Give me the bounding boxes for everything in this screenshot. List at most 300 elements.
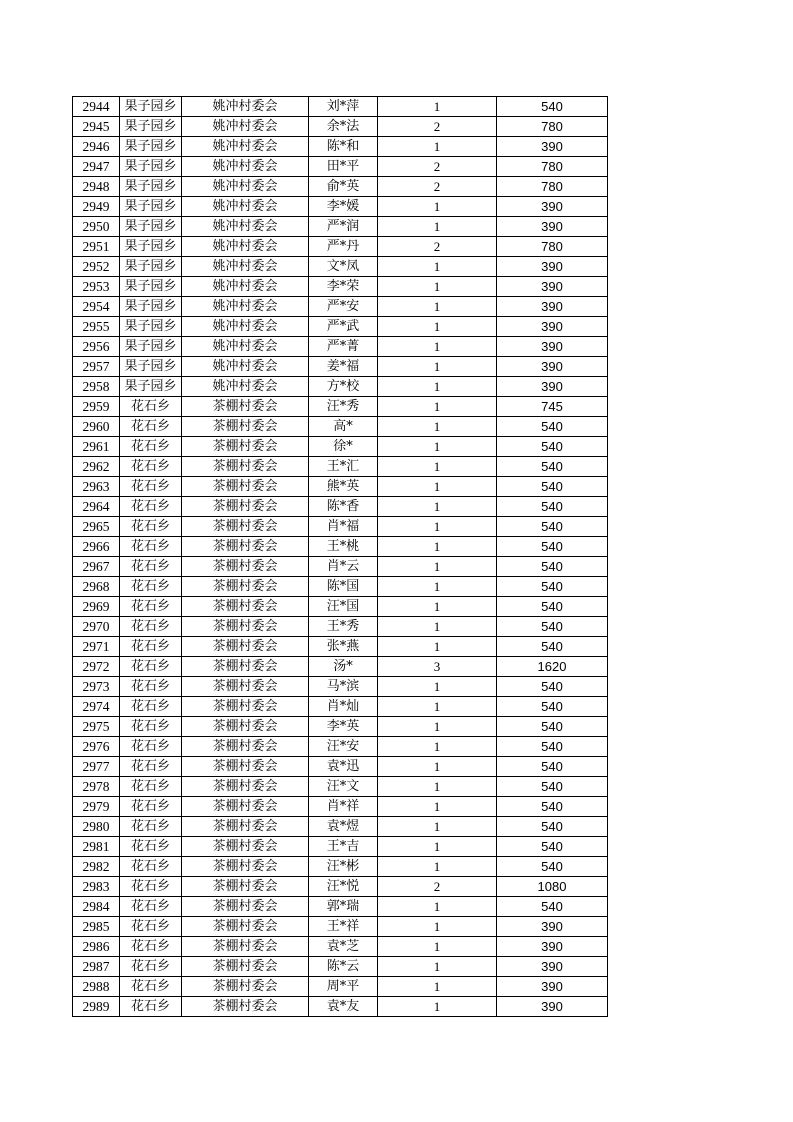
township-cell: 花石乡 <box>120 937 182 957</box>
amount-cell: 390 <box>497 297 608 317</box>
amount-cell: 540 <box>497 757 608 777</box>
village-committee-cell: 茶棚村委会 <box>182 537 309 557</box>
village-committee-cell: 茶棚村委会 <box>182 417 309 437</box>
table-row <box>73 97 608 117</box>
table-row <box>73 217 608 237</box>
count-cell: 1 <box>378 677 497 697</box>
amount-cell: 390 <box>497 937 608 957</box>
amount-cell: 390 <box>497 277 608 297</box>
township-cell: 果子园乡 <box>120 177 182 197</box>
village-committee-cell: 茶棚村委会 <box>182 477 309 497</box>
name-cell: 高* <box>309 417 378 437</box>
village-committee-cell: 姚冲村委会 <box>182 357 309 377</box>
name-cell: 严*菁 <box>309 337 378 357</box>
township-cell: 花石乡 <box>120 957 182 977</box>
table-row <box>73 257 608 277</box>
serial-cell: 2974 <box>73 697 120 717</box>
name-cell: 肖*祥 <box>309 797 378 817</box>
township-cell: 果子园乡 <box>120 237 182 257</box>
township-cell: 果子园乡 <box>120 357 182 377</box>
name-cell: 严*武 <box>309 317 378 337</box>
amount-cell: 540 <box>497 777 608 797</box>
village-committee-cell: 茶棚村委会 <box>182 857 309 877</box>
village-committee-cell: 茶棚村委会 <box>182 837 309 857</box>
name-cell: 严*安 <box>309 297 378 317</box>
table-row <box>73 357 608 377</box>
amount-cell: 540 <box>497 537 608 557</box>
village-committee-cell: 茶棚村委会 <box>182 777 309 797</box>
table-row <box>73 477 608 497</box>
count-cell: 1 <box>378 577 497 597</box>
township-cell: 花石乡 <box>120 557 182 577</box>
serial-cell: 2969 <box>73 597 120 617</box>
village-committee-cell: 姚冲村委会 <box>182 277 309 297</box>
name-cell: 严*丹 <box>309 237 378 257</box>
serial-cell: 2956 <box>73 337 120 357</box>
table-row <box>73 137 608 157</box>
township-cell: 花石乡 <box>120 537 182 557</box>
table-row <box>73 597 608 617</box>
village-committee-cell: 姚冲村委会 <box>182 157 309 177</box>
township-cell: 花石乡 <box>120 737 182 757</box>
count-cell: 1 <box>378 477 497 497</box>
township-cell: 花石乡 <box>120 637 182 657</box>
name-cell: 方*校 <box>309 377 378 397</box>
serial-cell: 2980 <box>73 817 120 837</box>
township-cell: 花石乡 <box>120 877 182 897</box>
township-cell: 花石乡 <box>120 777 182 797</box>
township-cell: 花石乡 <box>120 917 182 937</box>
township-cell: 花石乡 <box>120 677 182 697</box>
serial-cell: 2970 <box>73 617 120 637</box>
amount-cell: 390 <box>497 377 608 397</box>
amount-cell: 540 <box>497 457 608 477</box>
name-cell: 王*桃 <box>309 537 378 557</box>
name-cell: 余*法 <box>309 117 378 137</box>
village-committee-cell: 姚冲村委会 <box>182 337 309 357</box>
table-row <box>73 497 608 517</box>
serial-cell: 2964 <box>73 497 120 517</box>
amount-cell: 390 <box>497 137 608 157</box>
name-cell: 郭*瑞 <box>309 897 378 917</box>
table-row <box>73 457 608 477</box>
amount-cell: 390 <box>497 257 608 277</box>
township-cell: 花石乡 <box>120 577 182 597</box>
township-cell: 果子园乡 <box>120 317 182 337</box>
name-cell: 李*荣 <box>309 277 378 297</box>
amount-cell: 1620 <box>497 657 608 677</box>
name-cell: 王*秀 <box>309 617 378 637</box>
amount-cell: 390 <box>497 917 608 937</box>
village-committee-cell: 姚冲村委会 <box>182 297 309 317</box>
serial-cell: 2959 <box>73 397 120 417</box>
serial-cell: 2944 <box>73 97 120 117</box>
serial-cell: 2948 <box>73 177 120 197</box>
township-cell: 花石乡 <box>120 797 182 817</box>
name-cell: 汪*秀 <box>309 397 378 417</box>
serial-cell: 2976 <box>73 737 120 757</box>
amount-cell: 540 <box>497 677 608 697</box>
village-committee-cell: 茶棚村委会 <box>182 457 309 477</box>
name-cell: 袁*友 <box>309 997 378 1017</box>
township-cell: 果子园乡 <box>120 137 182 157</box>
count-cell: 1 <box>378 757 497 777</box>
count-cell: 1 <box>378 957 497 977</box>
serial-cell: 2963 <box>73 477 120 497</box>
table-row <box>73 637 608 657</box>
table-row <box>73 817 608 837</box>
township-cell: 花石乡 <box>120 977 182 997</box>
amount-cell: 390 <box>497 337 608 357</box>
township-cell: 花石乡 <box>120 837 182 857</box>
amount-cell: 390 <box>497 217 608 237</box>
name-cell: 张*燕 <box>309 637 378 657</box>
table-row <box>73 397 608 417</box>
township-cell: 果子园乡 <box>120 277 182 297</box>
village-committee-cell: 茶棚村委会 <box>182 437 309 457</box>
table-row <box>73 157 608 177</box>
table-row <box>73 777 608 797</box>
table-row <box>73 197 608 217</box>
serial-cell: 2965 <box>73 517 120 537</box>
count-cell: 1 <box>378 377 497 397</box>
count-cell: 1 <box>378 897 497 917</box>
township-cell: 花石乡 <box>120 497 182 517</box>
serial-cell: 2954 <box>73 297 120 317</box>
township-cell: 果子园乡 <box>120 297 182 317</box>
amount-cell: 780 <box>497 237 608 257</box>
count-cell: 1 <box>378 617 497 637</box>
name-cell: 汪*安 <box>309 737 378 757</box>
serial-cell: 2988 <box>73 977 120 997</box>
township-cell: 花石乡 <box>120 697 182 717</box>
amount-cell: 540 <box>497 797 608 817</box>
table-row <box>73 717 608 737</box>
amount-cell: 540 <box>497 737 608 757</box>
table-row <box>73 537 608 557</box>
serial-cell: 2987 <box>73 957 120 977</box>
count-cell: 1 <box>378 297 497 317</box>
township-cell: 花石乡 <box>120 397 182 417</box>
village-committee-cell: 姚冲村委会 <box>182 117 309 137</box>
amount-cell: 540 <box>497 697 608 717</box>
amount-cell: 390 <box>497 997 608 1017</box>
village-committee-cell: 茶棚村委会 <box>182 977 309 997</box>
name-cell: 王*汇 <box>309 457 378 477</box>
amount-cell: 540 <box>497 517 608 537</box>
serial-cell: 2983 <box>73 877 120 897</box>
name-cell: 肖*福 <box>309 517 378 537</box>
name-cell: 王*吉 <box>309 837 378 857</box>
count-cell: 1 <box>378 557 497 577</box>
township-cell: 果子园乡 <box>120 377 182 397</box>
name-cell: 汪*文 <box>309 777 378 797</box>
village-committee-cell: 茶棚村委会 <box>182 877 309 897</box>
village-committee-cell: 姚冲村委会 <box>182 317 309 337</box>
village-committee-cell: 茶棚村委会 <box>182 617 309 637</box>
village-committee-cell: 姚冲村委会 <box>182 237 309 257</box>
count-cell: 1 <box>378 357 497 377</box>
township-cell: 花石乡 <box>120 817 182 837</box>
table-row <box>73 677 608 697</box>
serial-cell: 2978 <box>73 777 120 797</box>
name-cell: 王*祥 <box>309 917 378 937</box>
village-committee-cell: 姚冲村委会 <box>182 197 309 217</box>
serial-cell: 2955 <box>73 317 120 337</box>
name-cell: 李*英 <box>309 717 378 737</box>
amount-cell: 540 <box>497 637 608 657</box>
township-cell: 果子园乡 <box>120 97 182 117</box>
table-row <box>73 797 608 817</box>
township-cell: 花石乡 <box>120 417 182 437</box>
table-row <box>73 277 608 297</box>
count-cell: 2 <box>378 117 497 137</box>
amount-cell: 540 <box>497 437 608 457</box>
name-cell: 严*润 <box>309 217 378 237</box>
serial-cell: 2971 <box>73 637 120 657</box>
name-cell: 袁*芝 <box>309 937 378 957</box>
table-row <box>73 577 608 597</box>
count-cell: 1 <box>378 637 497 657</box>
township-cell: 花石乡 <box>120 477 182 497</box>
count-cell: 1 <box>378 837 497 857</box>
township-cell: 花石乡 <box>120 517 182 537</box>
data-table <box>72 96 608 1017</box>
village-committee-cell: 姚冲村委会 <box>182 97 309 117</box>
township-cell: 花石乡 <box>120 597 182 617</box>
count-cell: 1 <box>378 777 497 797</box>
amount-cell: 540 <box>497 557 608 577</box>
count-cell: 1 <box>378 517 497 537</box>
name-cell: 马*滨 <box>309 677 378 697</box>
serial-cell: 2984 <box>73 897 120 917</box>
name-cell: 刘*萍 <box>309 97 378 117</box>
serial-cell: 2981 <box>73 837 120 857</box>
village-committee-cell: 茶棚村委会 <box>182 697 309 717</box>
serial-cell: 2953 <box>73 277 120 297</box>
village-committee-cell: 茶棚村委会 <box>182 917 309 937</box>
village-committee-cell: 茶棚村委会 <box>182 577 309 597</box>
count-cell: 1 <box>378 817 497 837</box>
village-committee-cell: 姚冲村委会 <box>182 177 309 197</box>
serial-cell: 2968 <box>73 577 120 597</box>
count-cell: 2 <box>378 177 497 197</box>
amount-cell: 390 <box>497 197 608 217</box>
table-row <box>73 617 608 637</box>
serial-cell: 2977 <box>73 757 120 777</box>
village-committee-cell: 姚冲村委会 <box>182 257 309 277</box>
township-cell: 果子园乡 <box>120 157 182 177</box>
serial-cell: 2947 <box>73 157 120 177</box>
village-committee-cell: 茶棚村委会 <box>182 597 309 617</box>
township-cell: 花石乡 <box>120 897 182 917</box>
amount-cell: 540 <box>497 897 608 917</box>
count-cell: 1 <box>378 197 497 217</box>
name-cell: 姜*福 <box>309 357 378 377</box>
name-cell: 汪*悦 <box>309 877 378 897</box>
village-committee-cell: 茶棚村委会 <box>182 957 309 977</box>
village-committee-cell: 茶棚村委会 <box>182 497 309 517</box>
serial-cell: 2982 <box>73 857 120 877</box>
township-cell: 果子园乡 <box>120 337 182 357</box>
table-row <box>73 957 608 977</box>
name-cell: 肖*灿 <box>309 697 378 717</box>
name-cell: 熊*英 <box>309 477 378 497</box>
amount-cell: 540 <box>497 417 608 437</box>
table-row <box>73 517 608 537</box>
count-cell: 1 <box>378 797 497 817</box>
township-cell: 花石乡 <box>120 717 182 737</box>
township-cell: 花石乡 <box>120 997 182 1017</box>
village-committee-cell: 茶棚村委会 <box>182 637 309 657</box>
serial-cell: 2962 <box>73 457 120 477</box>
amount-cell: 540 <box>497 597 608 617</box>
count-cell: 1 <box>378 217 497 237</box>
township-cell: 花石乡 <box>120 657 182 677</box>
serial-cell: 2945 <box>73 117 120 137</box>
count-cell: 1 <box>378 497 497 517</box>
count-cell: 1 <box>378 97 497 117</box>
serial-cell: 2966 <box>73 537 120 557</box>
amount-cell: 540 <box>497 617 608 637</box>
serial-cell: 2946 <box>73 137 120 157</box>
village-committee-cell: 茶棚村委会 <box>182 517 309 537</box>
name-cell: 袁*迅 <box>309 757 378 777</box>
township-cell: 花石乡 <box>120 457 182 477</box>
name-cell: 汪*彬 <box>309 857 378 877</box>
amount-cell: 540 <box>497 477 608 497</box>
table-row <box>73 297 608 317</box>
table-body <box>73 97 608 1017</box>
amount-cell: 390 <box>497 357 608 377</box>
township-cell: 花石乡 <box>120 437 182 457</box>
township-cell: 果子园乡 <box>120 257 182 277</box>
village-committee-cell: 茶棚村委会 <box>182 397 309 417</box>
name-cell: 汪*国 <box>309 597 378 617</box>
serial-cell: 2989 <box>73 997 120 1017</box>
table-row <box>73 237 608 257</box>
table-row <box>73 377 608 397</box>
village-committee-cell: 姚冲村委会 <box>182 217 309 237</box>
amount-cell: 745 <box>497 397 608 417</box>
count-cell: 1 <box>378 937 497 957</box>
amount-cell: 540 <box>497 837 608 857</box>
table-row <box>73 757 608 777</box>
name-cell: 袁*煜 <box>309 817 378 837</box>
count-cell: 1 <box>378 457 497 477</box>
table-row <box>73 657 608 677</box>
village-committee-cell: 茶棚村委会 <box>182 937 309 957</box>
count-cell: 1 <box>378 337 497 357</box>
serial-cell: 2961 <box>73 437 120 457</box>
table-row <box>73 897 608 917</box>
table-row <box>73 417 608 437</box>
count-cell: 1 <box>378 917 497 937</box>
village-committee-cell: 姚冲村委会 <box>182 137 309 157</box>
name-cell: 周*平 <box>309 977 378 997</box>
table-row <box>73 977 608 997</box>
count-cell: 1 <box>378 417 497 437</box>
count-cell: 1 <box>378 737 497 757</box>
village-committee-cell: 茶棚村委会 <box>182 737 309 757</box>
count-cell: 1 <box>378 997 497 1017</box>
table-row <box>73 737 608 757</box>
table-row <box>73 117 608 137</box>
amount-cell: 540 <box>497 497 608 517</box>
table-row <box>73 937 608 957</box>
name-cell: 陈*云 <box>309 957 378 977</box>
serial-cell: 2957 <box>73 357 120 377</box>
township-cell: 花石乡 <box>120 757 182 777</box>
serial-cell: 2972 <box>73 657 120 677</box>
count-cell: 1 <box>378 597 497 617</box>
table-row <box>73 557 608 577</box>
amount-cell: 390 <box>497 977 608 997</box>
table-row <box>73 317 608 337</box>
village-committee-cell: 茶棚村委会 <box>182 817 309 837</box>
amount-cell: 1080 <box>497 877 608 897</box>
count-cell: 1 <box>378 137 497 157</box>
township-cell: 果子园乡 <box>120 117 182 137</box>
count-cell: 1 <box>378 277 497 297</box>
table-row <box>73 697 608 717</box>
count-cell: 2 <box>378 237 497 257</box>
count-cell: 2 <box>378 877 497 897</box>
name-cell: 肖*云 <box>309 557 378 577</box>
amount-cell: 540 <box>497 577 608 597</box>
count-cell: 1 <box>378 317 497 337</box>
table-row <box>73 857 608 877</box>
amount-cell: 540 <box>497 857 608 877</box>
table-row <box>73 917 608 937</box>
township-cell: 花石乡 <box>120 617 182 637</box>
amount-cell: 780 <box>497 117 608 137</box>
name-cell: 汤* <box>309 657 378 677</box>
count-cell: 1 <box>378 697 497 717</box>
village-committee-cell: 姚冲村委会 <box>182 377 309 397</box>
name-cell: 文*凤 <box>309 257 378 277</box>
village-committee-cell: 茶棚村委会 <box>182 897 309 917</box>
count-cell: 1 <box>378 397 497 417</box>
name-cell: 李*媛 <box>309 197 378 217</box>
amount-cell: 780 <box>497 177 608 197</box>
serial-cell: 2975 <box>73 717 120 737</box>
count-cell: 1 <box>378 537 497 557</box>
amount-cell: 390 <box>497 317 608 337</box>
name-cell: 田*平 <box>309 157 378 177</box>
village-committee-cell: 茶棚村委会 <box>182 657 309 677</box>
amount-cell: 540 <box>497 817 608 837</box>
count-cell: 1 <box>378 857 497 877</box>
serial-cell: 2967 <box>73 557 120 577</box>
name-cell: 陈*香 <box>309 497 378 517</box>
serial-cell: 2949 <box>73 197 120 217</box>
amount-cell: 390 <box>497 957 608 977</box>
amount-cell: 540 <box>497 717 608 737</box>
serial-cell: 2950 <box>73 217 120 237</box>
serial-cell: 2960 <box>73 417 120 437</box>
amount-cell: 540 <box>497 97 608 117</box>
table-row <box>73 997 608 1017</box>
village-committee-cell: 茶棚村委会 <box>182 757 309 777</box>
table-row <box>73 337 608 357</box>
name-cell: 陈*和 <box>309 137 378 157</box>
table-row <box>73 437 608 457</box>
village-committee-cell: 茶棚村委会 <box>182 557 309 577</box>
count-cell: 1 <box>378 257 497 277</box>
township-cell: 果子园乡 <box>120 217 182 237</box>
table-row <box>73 177 608 197</box>
